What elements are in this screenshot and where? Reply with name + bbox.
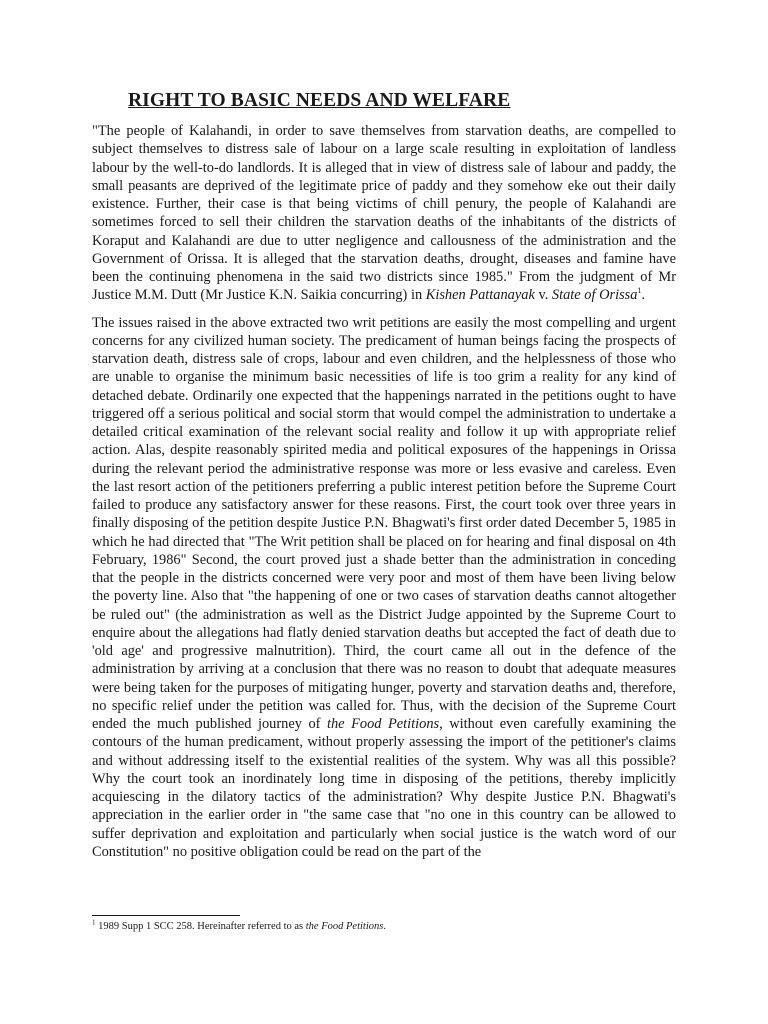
paragraph-quote-text: "The people of Kalahandi, in order to save themselves from starvation deaths, are compelled to subject themselves to distress sale of labour on a large scale resulting in exploitation of landless labour by the well-to-do landlords. It is alleged that in view of distress sale of labour and paddy, the small peasants are deprived of the legitimate price of paddy and they somehow eke out their daily existence. Further, their case is that being victims of chill penury, the people of Kalahandi are sometimes forced to sell their children the starvation deaths of the inhabitants of the districts of Koraput and Kalahandi are due to utter negligence and callousness of the administration and the Government of Orissa. It is alleged that the starvation deaths, drought, diseases and famine have been the continuing phenomena in the said two districts since 1985." From the judgment of Mr Justice M.M. Dutt (Mr Justice K.N. Saikia concurring) in — [92, 123, 676, 304]
paragraph-analysis-text: The issues raised in the above extracted two writ petitions are easily the most compelling and urgent concerns for any civilized human society. The predicament of human beings facing the prospects of starvation death, distress sale of crops, labour and even children, and the helplessness of those who are unable to organise the minimum basic necessities of life is too grim a reality for any kind of detached debate. Ordinarily one expected that the happenings narrated in the petitions ought to have triggered off a serious political and social storm that would compel the administration to undertake a detailed critical examination of the relevant social reality and follow it up with appropriate relief action. Alas, despite reasonably spirited media and political exposures of the happenings in Orissa during the relevant period the administrative response was more or less evasive and careless. Even the last resort action of the petitioners preferring a public interest petition before the Supreme Court failed to produce any satisfactory answer for these reasons. First, the court took over three years in finally disposing of the petition despite Justice P.N. Bhagwati's first order dated December 5, 1985 in which he had directed that "The Writ petition shall be placed on for hearing and final disposal on 4th February, 1986" Second, the court proved just a shade better than the administration in conceding that the people in the districts concerned were very poor and most of them have been living below the poverty line. Also that "the happening of one or two cases of starvation deaths cannot altogether be ruled out" (the administration as well as the District Judge appointed by the Supreme Court to enquire about the allegations had flatly denied starvation deaths but accepted the fact of death due to 'old age' and progressive malnutrition). Third, the court came all out in the defence of the administration by arriving at a conclusion that there was no reason to doubt that adequate measures were being taken for the purposes of mitigating hunger, poverty and starvation deaths and, therefore, no specific relief under the petition was called for. Thus, with the decision of the Supreme Court ended the much published journey of — [92, 314, 676, 732]
document-page — [92, 88, 676, 870]
footnote-end: . — [383, 921, 386, 932]
case-party-petitioner: Kishen Pattanayak — [425, 287, 535, 304]
page-title: RIGHT TO BASIC NEEDS AND WELFARE — [128, 90, 511, 111]
footnote-divider — [92, 915, 240, 916]
paragraph-analysis — [92, 314, 676, 862]
case-party-respondent: State of Orissa — [551, 287, 638, 304]
paragraph-quote — [92, 122, 676, 305]
footnote-text: 1989 Supp 1 SCC 258. Hereinafter referred to as — [95, 921, 306, 932]
footnote-italic-text: the Food Petitions — [305, 921, 384, 932]
footnote-reference[interactable]: 1 — [637, 286, 642, 296]
footnote — [92, 920, 676, 934]
case-versus: v. — [534, 287, 552, 304]
footnote-marker: 1 — [92, 918, 96, 927]
paragraph-analysis-continuation: , without even carefully examining the contours of the human predicament, without properly assessing the import of the petitioner's claims and without addressing itself to the existential realities of the system. Why was all this possible? Why the court took an inordinately long time in disposing of the petitions, thereby implicitly acquiescing in the dilatory tactics of the administration? Why despite Justice P.N. Bhagwati's appreciation in the earlier order in "the same case that "no one in this country can be allowed to suffer deprivation and exploitation and particularly when social justice is the watch word of our Constitution" no positive obligation could be read on the part of the — [92, 716, 676, 860]
paragraph-quote-end: . — [641, 287, 646, 304]
food-petitions-phrase: the Food Petitions — [326, 716, 440, 732]
